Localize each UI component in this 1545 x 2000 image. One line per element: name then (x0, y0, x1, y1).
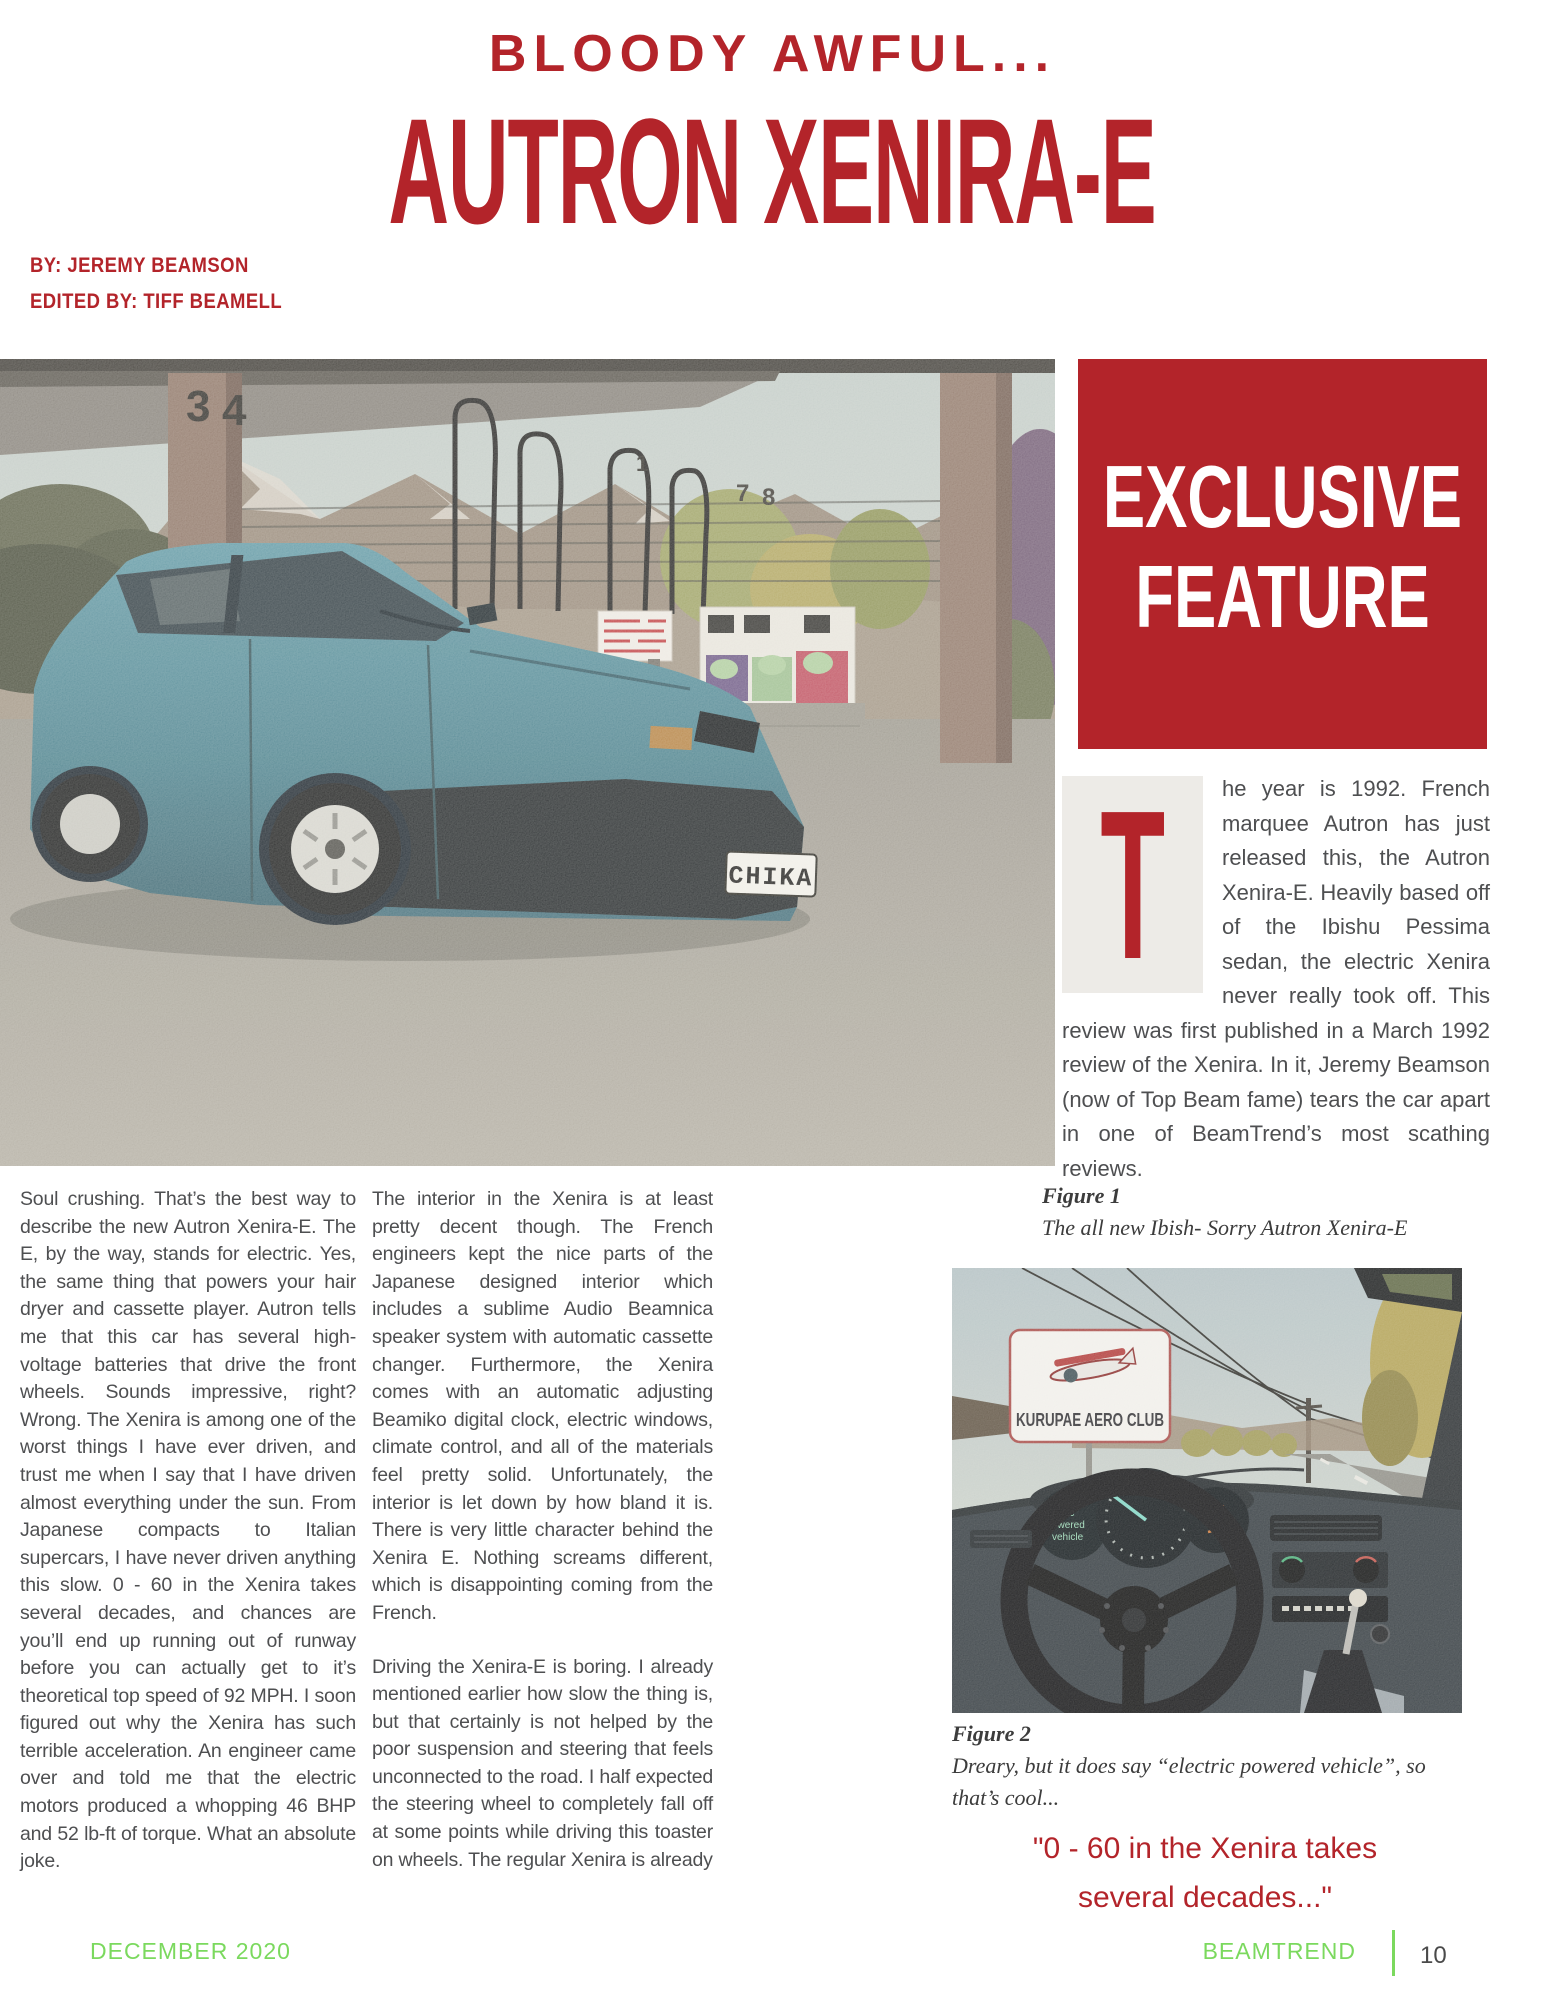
page-title: AUTRON XENIRA-E (388, 87, 1157, 255)
footer-magazine-name: BEAMTREND (1202, 1938, 1356, 1964)
svg-text:ctric: ctric (1056, 1508, 1075, 1519)
pull-quote (935, 1824, 1475, 1922)
exclusive-feature-banner (1078, 359, 1487, 749)
dropcap-box (1062, 765, 1203, 1003)
figure1-caption-block (1042, 1180, 1502, 1244)
figure1-caption: The all new Ibish- Sorry Autron Xenira-E (1042, 1215, 1408, 1240)
svg-text:vehicle: vehicle (1052, 1532, 1084, 1543)
footer-page-number: 10 (1420, 1942, 1447, 1969)
figure2-caption: Dreary, but it does say “electric powered vehicle”, so that’s cool... (952, 1753, 1426, 1810)
col2-paragraph-1: The interior in the Xenira is at least pretty decent though. The French engineers kept the nice parts of the Japanese designed interior which includes a sublime Audio Beamnica speaker system with automatic cassette changer. Furthermore, the Xenira comes with an automatic adjusting Beamiko digital clock, electric windows, climate control, and all of the materials feel pretty solid. Unfortunately, the interior is let down by how bland it is. There is very little character behind the Xenira E. Nothing screams different, which is disappointing coming from the French. (372, 1188, 713, 1624)
aero-club-sign-text: KURUPAE AERO CLUB (1016, 1410, 1164, 1430)
byline-author: BY: JEREMY BEAMSON (30, 254, 249, 277)
dropcap-letter: T (1100, 765, 1165, 1003)
figure2-label: Figure 2 (952, 1721, 1031, 1746)
car-interior-scene (952, 1268, 1462, 1713)
svg-text:owered: owered (1052, 1520, 1085, 1531)
photo-grain (0, 359, 1055, 1166)
gas-station-scene (0, 359, 1055, 1166)
figure1-label: Figure 1 (1042, 1183, 1121, 1208)
footer-issue-date: DECEMBER 2020 (90, 1938, 291, 1964)
figure2-caption-block (952, 1718, 1468, 1814)
pump-number-7: 7 (736, 480, 750, 507)
exclusive-line2: FEATURE (1135, 547, 1430, 646)
footer-divider (1392, 1930, 1395, 1976)
body-column-2 (372, 1186, 713, 1874)
interior-photo (952, 1268, 1462, 1713)
kicker: BLOODY AWFUL... (488, 25, 1057, 83)
pull-quote-line1: "0 - 60 in the Xenira takes (1032, 1832, 1378, 1865)
pump-number-1: 1 (636, 451, 649, 476)
byline (30, 248, 316, 320)
intro-paragraph (1062, 765, 1490, 1186)
intro-text: he year is 1992. French marquee Autron has just released this, the Autron Xenira-E. Heavily based off of the Ibishu Pessima sedan, the electric Xenira never really took off. This review was first published in a March 1992 review of the Xenira. In it, Jeremy Beamson (now of Top Beam fame) tears the car apart in one of BeamTrend’s most scathing reviews. (1062, 776, 1490, 1181)
pump-number-8: 8 (762, 484, 776, 511)
col2-paragraph-2: Driving the Xenira-E is boring. I already mentioned earlier how slow the thing is, but that certainly is not helped by the poor suspension and steering that feels unconnected to the road. I half expected the steering wheel to completely fall off at some points while driving this toaster on wheels. The regular Xenira is already (372, 1655, 713, 1871)
pull-quote-line2: several decades..." (1077, 1881, 1333, 1914)
main-photo-gas-station (0, 359, 1055, 1166)
byline-editor: EDITED BY: TIFF BEAMELL (30, 290, 283, 313)
interior-grain (952, 1268, 1462, 1713)
pillar-number-3: 3 (186, 382, 211, 431)
exclusive-line1: EXCLUSIVE (1102, 447, 1463, 546)
body-column-1: Soul crushing. That’s the best way to describe the new Autron Xenira-E. The E, by the way, stands for electric. Yes, the same thing that powers your hair dryer and cassette player. Autron tells me that this car has several high-voltage batteries that drive the front wheels. Sounds impressive, right? Wrong. The Xenira is among one of the worst things I have ever driven, and trust me when I say that I have driven almost everything under the sun. From Japanese compacts to Italian supercars, I have never driven anything this slow. 0 - 60 in the Xenira takes several decades, and chances are you’ll end up running out of runway before you can actually get to it’s theoretical top speed of 92 MPH. I soon figured out why the Xenira has such terrible acceleration. An engineer came over and told me that the electric motors produced a whopping 46 BHP and 52 lb-ft of torque. What an absolute joke. (20, 1188, 356, 1873)
pillar-number-4: 4 (222, 386, 247, 435)
license-plate-text: CHIKA (727, 861, 814, 894)
